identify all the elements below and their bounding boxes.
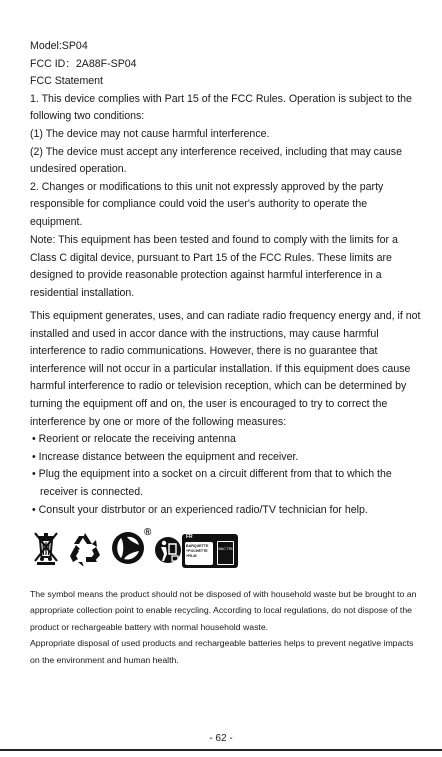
equipment-text: This equipment generates, uses, and can radiate radio frequency energy and, if not installed and used in accor dance with the instructions, may cause harmful interference to radio communications. However, there is no guarantee that interference will not occur in a particular installation. If this equipment does cause harmful interference to radio or television reception, which can be determined by turning the equipment off and on, the user is encouraged to try to correct the interference by one or more of the following measures: [30,310,421,428]
bin-text: BAC TRI [218,547,233,551]
disposal-text [30,586,422,668]
equipment-paragraph [30,308,422,519]
statement-item-3: (2) The device must accept any interference received, including that may cause undesired operation. [30,145,402,176]
fr-label: FR [186,534,193,540]
recycling-bin-icon [217,541,234,565]
measure-item: • Reorient or relocate the receiving antenna [32,433,236,446]
statement-item-2: (1) The device may not cause harmful interference. [30,127,270,140]
packaging-item: +POCHETTE [186,549,208,553]
recycling-arrows-icon [67,530,103,566]
model-line: Model:SP04 [30,40,88,52]
header-block [30,38,422,232]
registered-mark: ® [144,527,152,538]
disposal-paragraph-2: Appropriate disposal of used products and rechargeable batteries helps to prevent negative impacts on the environment and human health. [30,638,414,665]
statement-title: FCC Statement [30,75,104,88]
green-dot-icon [110,530,146,566]
crossed-out-bin-icon [32,530,60,566]
page-number: - 62 - [209,733,233,744]
measure-item: • Increase distance between the equipment and receiver. [32,450,299,463]
measure-item: • Plug the equipment into a socket on a circuit different from that to which the receiver is connected. [32,468,392,498]
packaging-item: BARQUETTE [186,544,209,548]
note-paragraph [30,232,422,302]
disposal-paragraph-1: The symbol means the product should not be disposed of with household waste but be brought to an appropriate collection point to enable recycling. According to local regulations, do not dispose of the product or rechargeable battery with normal household waste. [30,589,417,632]
fcc-id-line: FCC ID：2A88F-SP04 [30,57,137,70]
statement-item-4: 2. Changes or modifications to this unit not expressly approved by the party responsible for compliance could void the user's authority to operate the equipment. [30,180,384,228]
packaging-item: +FILM [186,554,197,558]
info-tri-label [182,534,238,568]
bottom-divider [0,749,442,751]
statement-item-1: 1. This device complies with Part 15 of the FCC Rules. Operation is subject to the following two conditions: [30,92,412,123]
measure-item: • Consult your distrbutor or an experienced radio/TV technician for help. [32,503,368,516]
note-text: Note: This equipment has been tested and found to comply with the limits for a Class C digital device, pursuant to Part 15 of the FCC Rules. These limits are designed to provide reasonable protection against harmful interference in a residential installation. [30,234,398,299]
triman-icon [154,534,182,566]
packaging-list [185,542,213,565]
disposal-icons-row [30,527,245,574]
